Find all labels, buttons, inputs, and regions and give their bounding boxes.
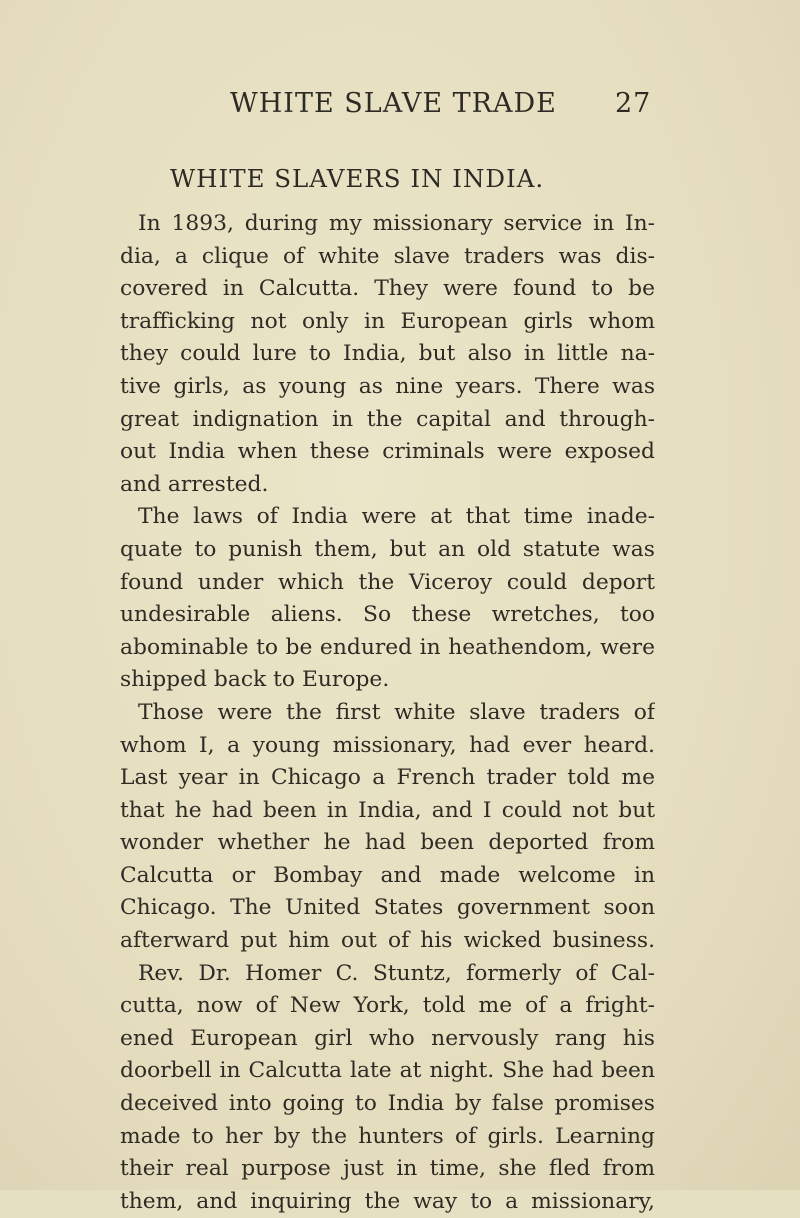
chapter-heading: WHITE SLAVERS IN INDIA. [170, 164, 545, 193]
text-line: abominable to be endured in heathendom, were [120, 634, 655, 660]
text-line: covered in Calcutta. They were found to be [120, 276, 655, 302]
text-line: In 1893, during my missionary service in In- [138, 211, 655, 236]
page-number: 27 [615, 88, 652, 119]
text-line: and arrested. [120, 471, 269, 497]
text-line: Chicago. The United States government soon [120, 895, 655, 921]
running-title: WHITE SLAVE TRADE [230, 88, 557, 119]
text-line: great indignation in the capital and through- [120, 406, 655, 432]
text-line: tive girls, as young as nine years. There was [120, 373, 655, 399]
text-line: dia, a clique of white slave traders was dis- [120, 243, 655, 269]
text-line: that he had been in India, and I could not but [120, 797, 655, 823]
text-line: them, and inquiring the way to a missionary, [120, 1188, 655, 1214]
text-line: undesirable aliens. So these wretches, too [120, 602, 655, 628]
running-head [230, 88, 670, 124]
text-line: wonder whether he had been deported from [120, 830, 655, 856]
text-line: they could lure to India, but also in little na- [120, 341, 655, 367]
text-line: trafficking not only in European girls whom [120, 308, 655, 334]
text-line: Rev. Dr. Homer C. Stuntz, formerly of Cal- [138, 960, 655, 986]
text-line: The laws of India were at that time inade- [138, 504, 655, 530]
text-line: out India when these criminals were exposed [120, 439, 655, 465]
text-line: afterward put him out of his wicked business. [120, 928, 655, 954]
text-line: whom I, a young missionary, had ever heard. [120, 732, 655, 758]
text-line: shipped back to Europe. [120, 667, 390, 693]
text-line: Last year in Chicago a French trader told me [120, 765, 655, 791]
text-line: doorbell in Calcutta late at night. She had been [120, 1058, 655, 1084]
text-line: ened European girl who nervously rang his [120, 1025, 655, 1051]
text-line: their real purpose just in time, she fled from [120, 1156, 655, 1182]
text-line: deceived into going to India by false promises [120, 1091, 655, 1117]
text-line: Those were the first white slave traders of [138, 699, 655, 725]
body-text [120, 208, 655, 1218]
text-line: made to her by the hunters of girls. Learning [120, 1123, 655, 1149]
text-line: Calcutta or Bombay and made welcome in [120, 862, 655, 888]
text-line: quate to punish them, but an old statute was [120, 536, 655, 562]
text-line: cutta, now of New York, told me of a fright- [120, 993, 655, 1019]
text-line: found under which the Viceroy could deport [120, 569, 655, 595]
